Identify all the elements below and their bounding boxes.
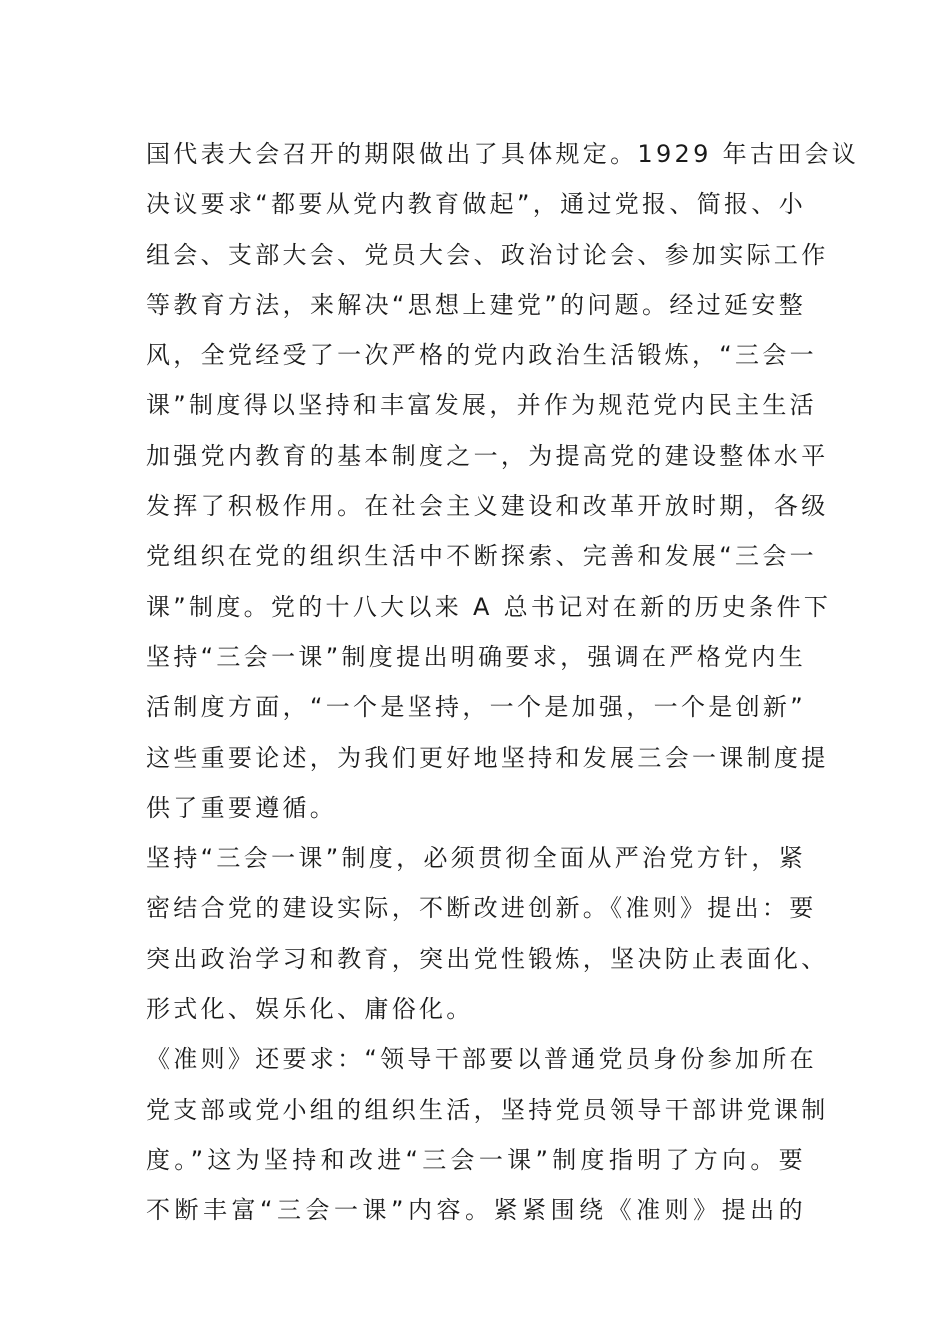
text-line: 风，全党经受了一次严格的党内政治生活锻炼，“三会一 bbox=[146, 341, 817, 370]
text-line: 《准则》还要求：“领导干部要以普通党员身份参加所在 bbox=[146, 1045, 817, 1074]
text-line: 课”制度得以坚持和丰富发展，并作为规范党内民主生活 bbox=[146, 391, 817, 420]
text-line: 发挥了积极作用。在社会主义建设和改革开放时期，各级 bbox=[146, 492, 829, 521]
text-line: 等教育方法，来解决“思想上建党”的问题。经过延安整 bbox=[146, 290, 806, 319]
text-line: 党组织在党的组织生活中不断探索、完善和发展“三会一 bbox=[146, 542, 817, 571]
text-line: 坚持“三会一课”制度提出明确要求，强调在严格党内生 bbox=[146, 642, 806, 671]
text-line: 这些重要论述，为我们更好地坚持和发展三会一课制度提 bbox=[146, 743, 829, 772]
text-line: 加强党内教育的基本制度之一，为提高党的建设整体水平 bbox=[146, 441, 829, 470]
text-line: 供了重要遵循。 bbox=[146, 793, 338, 822]
text-line: 密结合党的建设实际，不断改进创新。《准则》提出：要 bbox=[146, 894, 817, 923]
text-line: 课”制度。党的十八大以来 A 总书记对在新的历史条件下 bbox=[146, 592, 832, 621]
text-line: 国代表大会召开的期限做出了具体规定。1929 年古田会议 bbox=[146, 140, 860, 168]
body-text bbox=[146, 129, 860, 1236]
text-line: 组会、支部大会、党员大会、政治讨论会、参加实际工作 bbox=[146, 240, 829, 269]
text-line: 不断丰富“三会一课”内容。紧紧围绕《准则》提出的 bbox=[146, 1196, 806, 1225]
text-line: 突出政治学习和教育，突出党性锻炼，坚决防止表面化、 bbox=[146, 944, 829, 973]
text-line: 坚持“三会一课”制度，必须贯彻全面从严治党方针，紧 bbox=[146, 844, 806, 873]
text-line: 党支部或党小组的组织生活，坚持党员领导干部讲党课制 bbox=[146, 1095, 829, 1124]
text-line: 活制度方面，“一个是坚持，一个是加强，一个是创新” bbox=[146, 693, 806, 722]
text-line: 度。”这为坚持和改进“三会一课”制度指明了方向。要 bbox=[146, 1145, 806, 1174]
text-line: 决议要求“都要从党内教育做起”，通过党报、简报、小 bbox=[146, 190, 806, 219]
text-line: 形式化、娱乐化、庸俗化。 bbox=[146, 995, 474, 1024]
